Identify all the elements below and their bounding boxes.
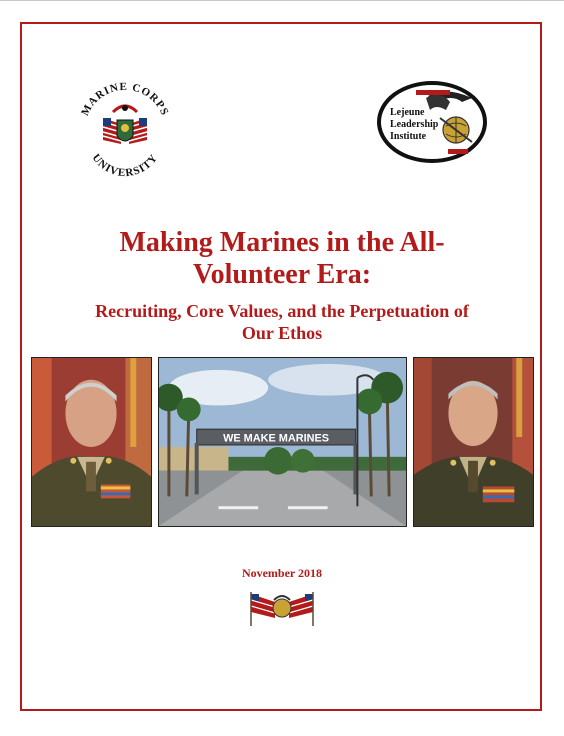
top-divider — [0, 0, 564, 1]
gate-sign-text: WE MAKE MARINES — [223, 432, 330, 445]
general-portrait-left — [31, 357, 152, 527]
publication-date: November 2018 — [241, 566, 323, 580]
we-make-marines-gate-photo — [158, 357, 407, 527]
general-portrait-right — [413, 357, 534, 527]
document-title-line1: Making Marines in the All- — [119, 227, 445, 258]
lli-name-line2: Leadership — [390, 119, 439, 130]
mcu-top-text: MARINE CORPS — [79, 80, 171, 118]
document-title-line2: Volunteer Era: — [192, 259, 372, 290]
document-subtitle-line2: Our Ethos — [241, 323, 323, 343]
lejeune-leadership-institute-logo — [376, 80, 488, 164]
marine-corps-university-logo — [73, 78, 177, 182]
lli-name-line1: Lejeune — [390, 107, 425, 118]
document-subtitle-line1: Recruiting, Core Values, and the Perpetuation of — [95, 301, 469, 321]
mcu-bottom-text: UNIVERSITY — [89, 151, 161, 180]
lli-name-line3: Institute — [390, 131, 427, 142]
flags-emblem — [245, 588, 319, 628]
svg-text:MARINE CORPS — [79, 81, 171, 118]
svg-text:UNIVERSITY — [90, 152, 161, 179]
